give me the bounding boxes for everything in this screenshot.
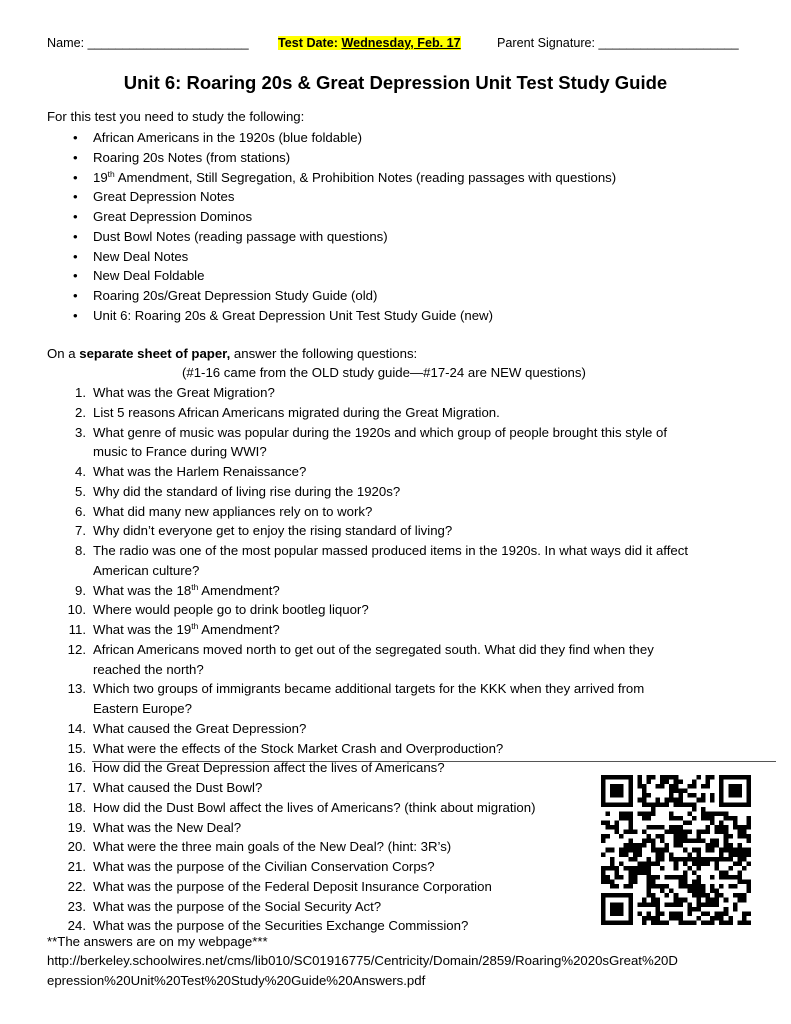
question-number: 11. (68, 622, 86, 637)
text: Which two groups of immigrants became additional targets for the KKK when they arrived from (93, 681, 645, 697)
bullet-icon: • (73, 209, 78, 224)
question-number: 15. (67, 740, 86, 756)
text: What was the purpose of the Federal Deposit Insurance Corporation (93, 878, 492, 894)
question-number: 16. (67, 760, 86, 776)
question-text (93, 541, 688, 561)
question-number: 4. (75, 464, 86, 479)
bullet-icon: • (73, 169, 78, 185)
question-number: 23. (67, 898, 86, 914)
text: What was the purpose of the Civilian Conservation Corps? (93, 859, 435, 874)
text: How did the Great Depression affect the lives of Americans? (93, 760, 445, 776)
question-text (93, 521, 452, 541)
bullet-icon: • (73, 307, 78, 323)
question-text (93, 581, 280, 601)
question-text (93, 877, 492, 897)
text: New Deal Foldable (93, 268, 205, 284)
question-text (93, 679, 644, 699)
superscript: th (191, 581, 199, 592)
text: reached the north? (93, 661, 204, 677)
question-number: 12. (67, 641, 86, 657)
question-number: 2. (75, 404, 86, 420)
study-item-label (93, 168, 616, 188)
test-date-label: Test Date: (278, 36, 342, 50)
bullet-icon: • (73, 130, 78, 145)
study-item-label (93, 187, 234, 207)
text: What genre of music was popular during the 1920s and which group of people brought this style of (93, 424, 668, 440)
text: What were the effects of the Stock Market Crash and Overproduction? (93, 740, 504, 756)
question-number: 7. (75, 523, 86, 539)
question-number: 24. (67, 918, 86, 934)
question-text (93, 620, 280, 640)
question-number: 9. (75, 582, 86, 598)
question-text (93, 442, 267, 462)
superscript: th (191, 621, 199, 631)
answers-url-line-2[interactable]: epression%20Unit%20Test%20Study%20Guide%20Answers.pdf (47, 973, 426, 988)
text: What caused the Great Depression? (93, 720, 307, 736)
text: What caused the Dust Bowl? (93, 780, 263, 795)
study-item-label (93, 247, 188, 267)
question-text (93, 403, 500, 423)
test-date (278, 36, 461, 50)
page-title: Unit 6: Roaring 20s & Great Depression Unit Test Study Guide (123, 72, 668, 93)
question-text (93, 798, 535, 818)
study-item-label (93, 266, 204, 286)
question-text (93, 778, 262, 798)
question-text (93, 837, 451, 857)
text: What were the three main goals of the New Deal? (hint: 3R’s) (93, 839, 452, 855)
instructions-bold: separate sheet of paper, (79, 346, 231, 361)
bullet-icon: • (73, 228, 78, 244)
section-divider (92, 761, 776, 762)
questions-note: (#1-16 came from the OLD study guide—#17-24 are NEW questions) (182, 365, 586, 380)
text: What was the Great Migration? (93, 385, 275, 400)
text: Eastern Europe? (93, 701, 192, 716)
study-item-label (93, 128, 362, 148)
name-field[interactable]: Name: _______________________ (47, 36, 249, 50)
question-text (93, 600, 369, 620)
question-number: 20. (67, 839, 86, 855)
question-text (93, 423, 667, 443)
question-text (93, 739, 503, 759)
question-text (93, 462, 306, 482)
bullet-icon: • (73, 149, 78, 165)
text: Unit 6: Roaring 20s & Great Depression Unit Test Study Guide (new) (93, 307, 493, 323)
question-number: 5. (75, 483, 86, 499)
parent-signature-field[interactable]: Parent Signature: ____________________ (497, 36, 739, 50)
question-text (93, 916, 468, 936)
text: Great Depression Dominos (93, 209, 253, 224)
study-item-label (93, 207, 252, 227)
text: Why didn’t everyone get to enjoy the rising standard of living? (93, 523, 453, 539)
question-number: 21. (67, 859, 86, 874)
bullet-icon: • (73, 248, 78, 264)
question-number: 19. (67, 819, 86, 835)
instructions-pre: On a (47, 346, 80, 361)
text: African Americans moved north to get out of the segregated south. What did they find when they (93, 641, 654, 657)
question-number: 13. (67, 681, 86, 697)
text: music to France during WWI? (93, 444, 267, 460)
text: How did the Dust Bowl affect the lives of Americans? (think about migration) (93, 799, 536, 815)
question-number: 22. (67, 878, 86, 894)
question-number: 3. (75, 424, 86, 440)
text: New Deal Notes (93, 248, 189, 264)
question-text (93, 897, 381, 917)
question-text (93, 502, 372, 522)
text: Roaring 20s/Great Depression Study Guide (old) (93, 288, 378, 303)
question-text (93, 719, 306, 739)
text: Amendment? (198, 622, 280, 637)
question-text (93, 818, 241, 838)
question-number: 6. (75, 503, 86, 519)
answers-url-line-1[interactable]: http://berkeley.schoolwires.net/cms/lib010/SC01916775/Centricity/Domain/2859/Roaring%2020sGreat%20D (47, 953, 678, 968)
test-date-value: Wednesday, Feb. 17 (341, 36, 461, 50)
text: What was the purpose of the Social Security Act? (93, 898, 382, 914)
study-item-label (93, 286, 377, 306)
answers-note: **The answers are on my webpage*** (47, 934, 268, 949)
question-number: 14. (67, 720, 86, 736)
qr-code-icon[interactable] (597, 775, 755, 925)
question-text (93, 699, 192, 719)
instructions-post: answer the following questions: (230, 346, 418, 361)
text: African Americans in the 1920s (blue foldable) (93, 130, 363, 145)
text: Amendment, Still Segregation, & Prohibition Notes (reading passages with questions) (114, 169, 617, 185)
text: 19 (93, 169, 108, 185)
question-number: 1. (75, 385, 86, 400)
text: Great Depression Notes (93, 189, 235, 205)
superscript: th (107, 168, 115, 179)
question-text (93, 857, 435, 877)
bullet-icon: • (73, 189, 78, 205)
question-number: 18. (67, 799, 86, 815)
text: Why did the standard of living rise during the 1920s? (93, 483, 401, 499)
text: What was the 19 (93, 622, 192, 637)
text: What did many new appliances rely on to work? (93, 503, 373, 519)
text: Dust Bowl Notes (reading passage with questions) (93, 228, 388, 244)
text: American culture? (93, 562, 200, 578)
question-text (93, 561, 199, 581)
question-number: 10. (67, 602, 86, 618)
question-number: 17. (67, 780, 86, 795)
study-item-label (93, 227, 388, 247)
bullet-icon: • (73, 268, 78, 284)
text: What was the 18 (93, 582, 192, 598)
question-number: 8. (75, 543, 86, 558)
instructions (47, 346, 417, 361)
bullet-icon: • (73, 288, 78, 303)
intro-text: For this test you need to study the following: (47, 109, 305, 124)
text: What was the Harlem Renaissance? (93, 464, 307, 479)
question-text (93, 383, 275, 403)
question-text (93, 482, 400, 502)
text: What was the New Deal? (93, 819, 242, 835)
text: The radio was one of the most popular massed produced items in the 1920s. In what ways did it affect (93, 543, 688, 558)
question-text (93, 640, 654, 660)
text: Amendment? (198, 582, 280, 598)
text: Roaring 20s Notes (from stations) (93, 149, 291, 165)
study-item-label (93, 306, 493, 326)
question-text (93, 660, 204, 680)
text: List 5 reasons African Americans migrated during the Great Migration. (93, 404, 500, 420)
study-item-label (93, 148, 290, 168)
text: What was the purpose of the Securities Exchange Commission? (93, 918, 469, 934)
text: Where would people go to drink bootleg liquor? (93, 602, 369, 618)
